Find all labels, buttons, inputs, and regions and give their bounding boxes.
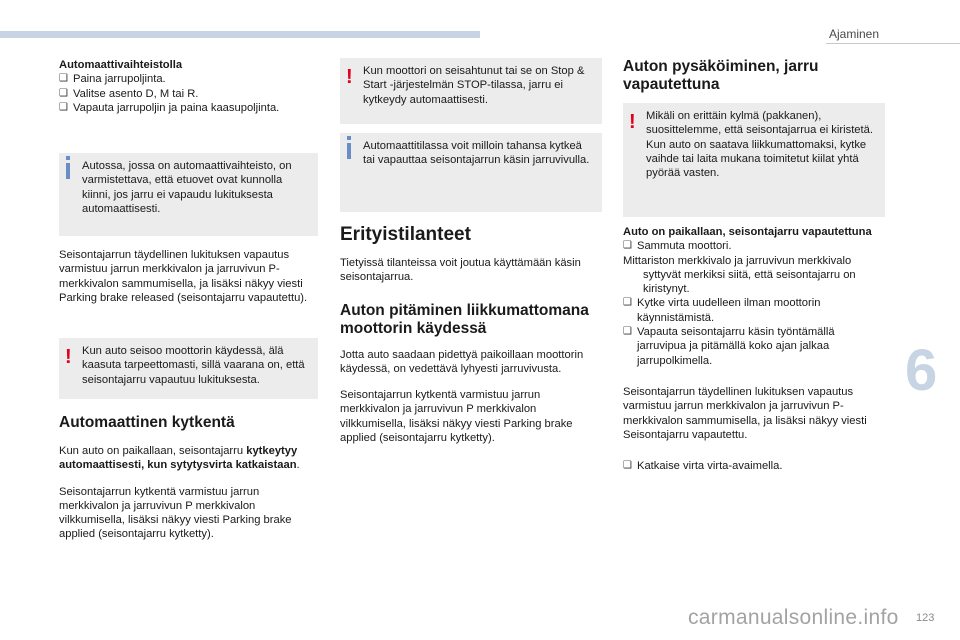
parking-section [623, 58, 885, 94]
checkbox-bullet-icon: ❑ [623, 297, 632, 309]
list-item: ❑ Vapauta seisontajarru käsin työntämällä jarruvipua ja pitämällä koko ajan jalkaa jarrupolkimella. [623, 326, 835, 367]
list-item: ❑ Paina jarrupoljinta. [59, 73, 166, 86]
stationary-section [623, 225, 885, 473]
list-item: ❑ Valitse asento D, M tai R. [59, 87, 199, 100]
checkbox-bullet-icon: ❑ [623, 326, 632, 338]
warning-text: Kun auto seisoo moottorin käydessä, älä kaasuta tarpeettomasti, sillä vaarana on, että seisontajarru vapautuu lukituksesta. [82, 345, 305, 386]
checkbox-bullet-icon: ❑ [59, 101, 68, 113]
warning-text: Kun moottori on seisahtunut tai se on Stop & Start -järjestelmän STOP-tilassa, jarru ei kytkeydy automaattisesti. [363, 65, 585, 106]
info-box [59, 153, 318, 236]
warning-exclamation-icon: ! [65, 346, 72, 368]
warning-box [59, 338, 318, 399]
checkbox-bullet-icon: ❑ [623, 240, 632, 252]
header-divider [826, 43, 960, 44]
info-text: Autossa, jossa on automaattivaihteisto, on varmistettava, että etuovet ovat kunnolla kiinni, jos jarru ei vapaudu lukituksesta automaattisesti. [82, 160, 292, 215]
info-box [340, 133, 602, 212]
checkbox-bullet-icon: ❑ [59, 87, 68, 99]
stationary-heading: Auto on paikallaan, seisontajarru vapautettuna [623, 226, 872, 238]
list-item: ❑ Katkaise virta virta-avaimella. [623, 460, 783, 473]
watermark: carmanualsonline.info [688, 606, 899, 629]
release-paragraph: Seisontajarrun täydellinen lukituksen vapautus varmistuu jarrun merkkivalon ja jarruvivun P-merkkivalon sammumisella, ja lisäksi näkyy viesti Seisontajarru vapautettu. [623, 385, 867, 441]
info-i-icon [66, 156, 70, 160]
release-paragraph: Seisontajarrun täydellinen lukituksen vapautus varmistuu jarrun merkkivalon ja jarruvivun P-merkkivalon sammumisella, ja lisäksi näkyy viesti Parking brake released (seisontajarru vapautettu). [59, 249, 308, 304]
auto-engage-heading: Automaattinen kytkentä [59, 414, 235, 431]
header-accent-bar [0, 31, 480, 38]
warning-box [623, 103, 885, 217]
checkbox-bullet-icon: ❑ [623, 460, 632, 472]
section-title: Ajaminen [829, 27, 880, 41]
special-para: Tietyissä tilanteissa voit joutua käyttämään käsin seisontajarrua. [340, 257, 581, 284]
auto-engage-para: Kun auto on paikallaan, seisontajarru kytkeytyy automaattisesti, kun sytytysvirta katkaistaan. [59, 445, 300, 472]
warning-exclamation-icon: ! [629, 111, 636, 133]
auto-engage-section [59, 414, 321, 542]
info-text: Automaattitilassa voit milloin tahansa kytkeä tai vapauttaa seisontajarrun käsin jarruvivulla. [363, 140, 590, 167]
special-section [340, 224, 602, 445]
immobile-para2: Seisontajarrun kytkentä varmistuu jarrun merkkivalon ja jarruvivun P merkkivalon vilkkumisella, lisäksi näkyy viesti Parking brake applied (seisontajarru kytketty). [340, 389, 573, 445]
chapter-number: 6 [905, 338, 938, 403]
warning-exclamation-icon: ! [346, 66, 353, 88]
checkbox-bullet-icon: ❑ [59, 73, 68, 85]
list-item: Mittariston merkkivalo ja jarruvivun merkkivalo syttyvät merkiksi siitä, että seisontajarru on kiristynyt. [623, 254, 856, 296]
immobile-heading: Auton pitäminen liikkumattomana moottorin käydessä [340, 301, 589, 337]
special-heading: Erityistilanteet [340, 224, 471, 245]
warning-box [340, 58, 602, 124]
immobile-para: Jotta auto saadaan pidettyä paikoillaan moottorin käydessä, on vedettävä lyhyesti jarruvivusta. [340, 348, 584, 375]
list-item: ❑ Sammuta moottori. [623, 240, 732, 253]
info-i-icon [347, 136, 351, 140]
auto-gearbox-heading: Automaattivaihteistolla [59, 59, 183, 71]
list-item: ❑ Vapauta jarrupoljin ja paina kaasupoljinta. [59, 101, 280, 114]
list-item: ❑ Kytke virta uudelleen ilman moottorin käynnistämistä. [623, 297, 821, 324]
auto-gearbox-section [59, 58, 321, 115]
parking-heading: Auton pysäköiminen, jarru vapautettuna [623, 58, 819, 93]
warning-text: Mikäli on erittäin kylmä (pakkanen), suosittelemme, että seisontajarrua ei kiristetä. Kun auto on saatava liikkumattomaksi, kytke vaihde tai laita mukana toimitetut kiilat yhtä pyörää vasten. [646, 110, 873, 180]
page-number: 123 [916, 612, 935, 624]
auto-engage-para2: Seisontajarrun kytkentä varmistuu jarrun merkkivalon ja jarruvivun P merkkivalon vilkkumisella, lisäksi näkyy viesti Parking brake applied (seisontajarru kytketty). [59, 485, 292, 541]
